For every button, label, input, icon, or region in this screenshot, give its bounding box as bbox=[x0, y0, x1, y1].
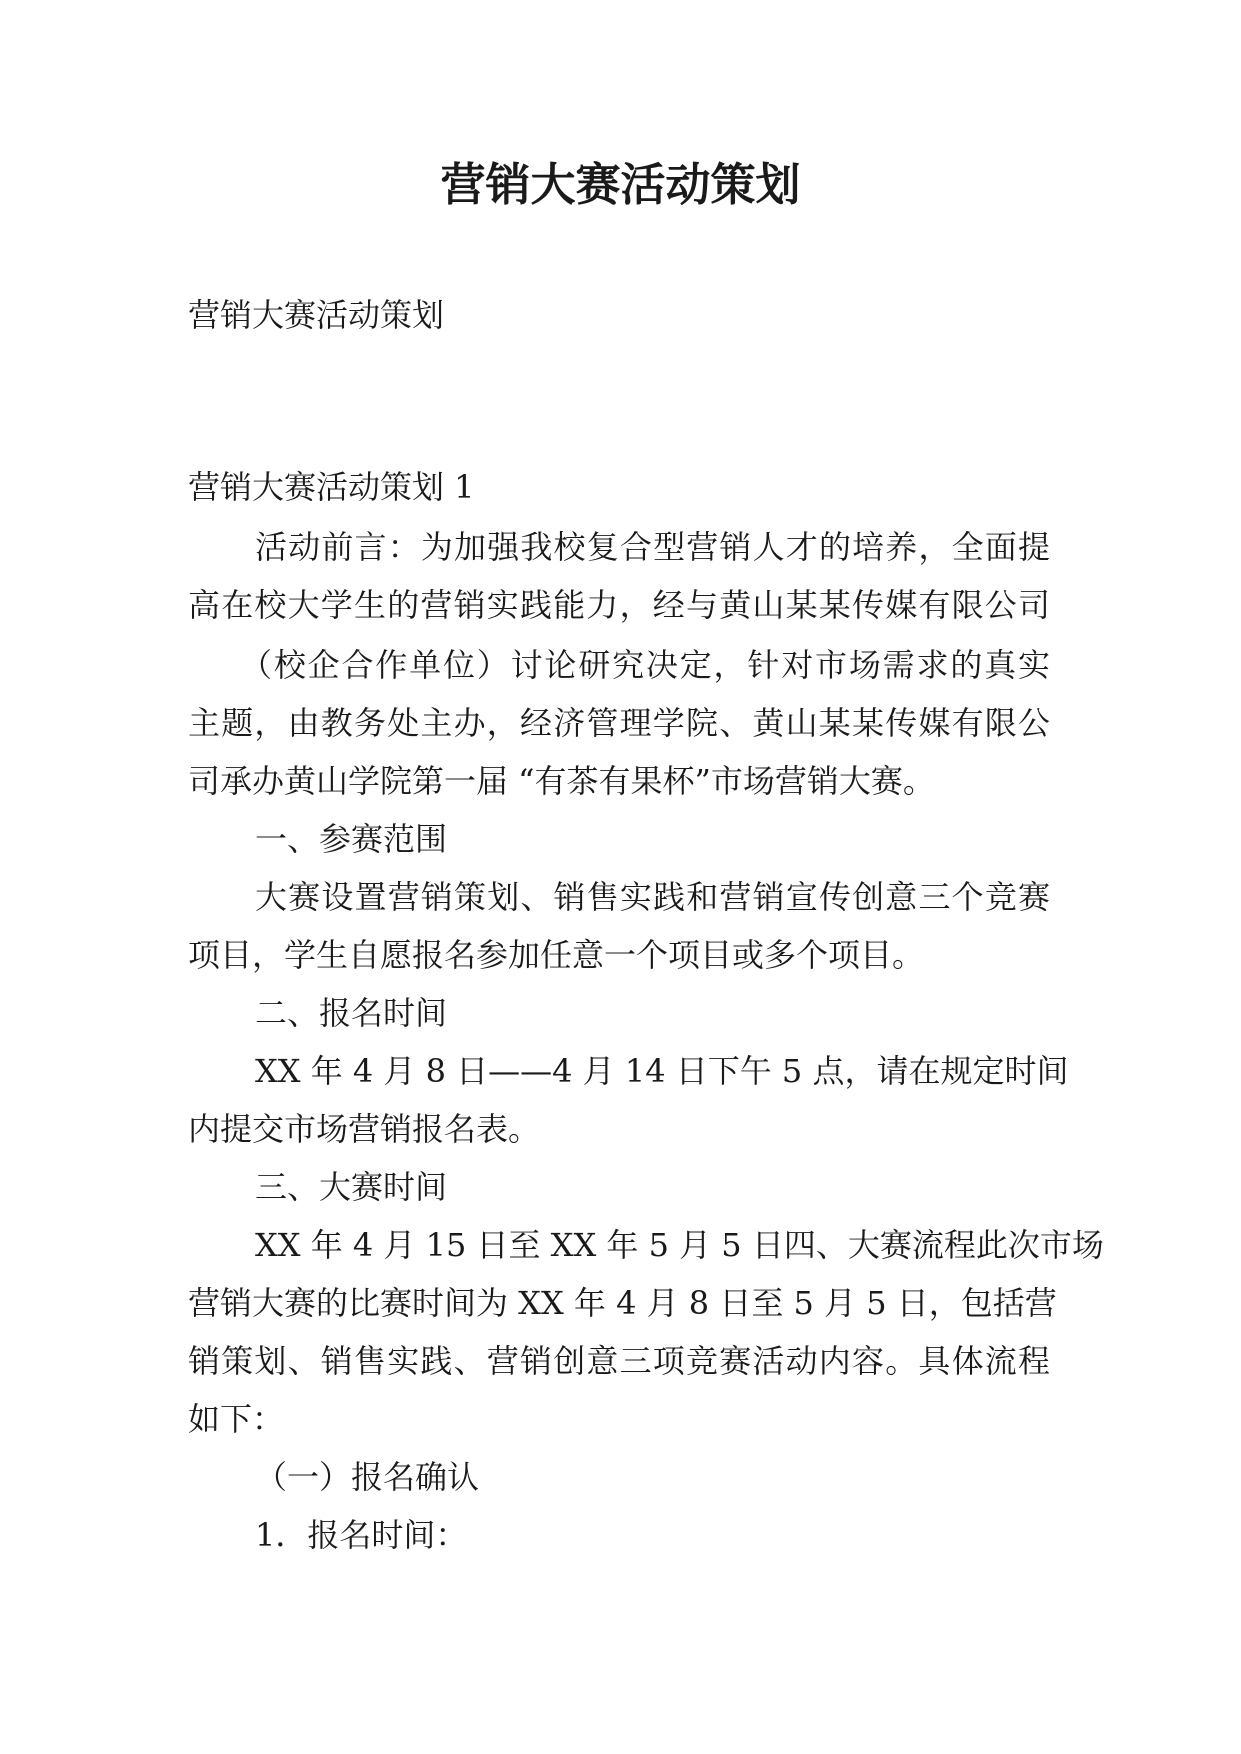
heading-registration-time: 二、报名时间 bbox=[255, 994, 448, 1032]
paragraph-line: 营销大赛的比赛时间为 XX 年 4 月 8 日至 5 月 5 日，包括营 bbox=[188, 1284, 1057, 1322]
paragraph-line: XX 年 4 月 8 日——4 月 14 日下午 5 点，请在规定时间 bbox=[255, 1052, 1069, 1090]
paragraph-line: 大赛设置营销策划、销售实践和营销宣传创意三个竞赛 bbox=[255, 878, 1050, 916]
paragraph-line: 内提交市场营销报名表。 bbox=[188, 1110, 541, 1148]
document-subtitle: 营销大赛活动策划 bbox=[188, 296, 445, 334]
paragraph-line: 活动前言：为加强我校复合型营销人才的培养，全面提 bbox=[255, 528, 1050, 566]
heading-scope: 一、参赛范围 bbox=[255, 820, 448, 858]
paragraph-line: （校企合作单位）讨论研究决定，针对市场需求的真实 bbox=[240, 646, 1050, 684]
paragraph-line: 司承办黄山学院第一届 “有茶有果杯”市场营销大赛。 bbox=[188, 762, 935, 800]
section-heading: 营销大赛活动策划 1 bbox=[188, 468, 475, 506]
paragraph-line: 主题，由教务处主办，经济管理学院、黄山某某传媒有限公 bbox=[188, 704, 1050, 742]
list-item: 1．报名时间： bbox=[255, 1516, 468, 1554]
subheading-registration-confirm: （一）报名确认 bbox=[255, 1458, 480, 1496]
paragraph-line: XX 年 4 月 15 日至 XX 年 5 月 5 日四、大赛流程此次市场 bbox=[255, 1226, 1104, 1264]
paragraph-line: 高在校大学生的营销实践能力，经与黄山某某传媒有限公司 bbox=[188, 586, 1050, 624]
paragraph-line: 如下： bbox=[188, 1400, 285, 1438]
paragraph-line: 销策划、销售实践、营销创意三项竞赛活动内容。具体流程 bbox=[188, 1342, 1050, 1380]
document-title: 营销大赛活动策划 bbox=[440, 158, 801, 211]
heading-contest-time: 三、大赛时间 bbox=[255, 1168, 448, 1206]
paragraph-line: 项目，学生自愿报名参加任意一个项目或多个项目。 bbox=[188, 936, 925, 974]
